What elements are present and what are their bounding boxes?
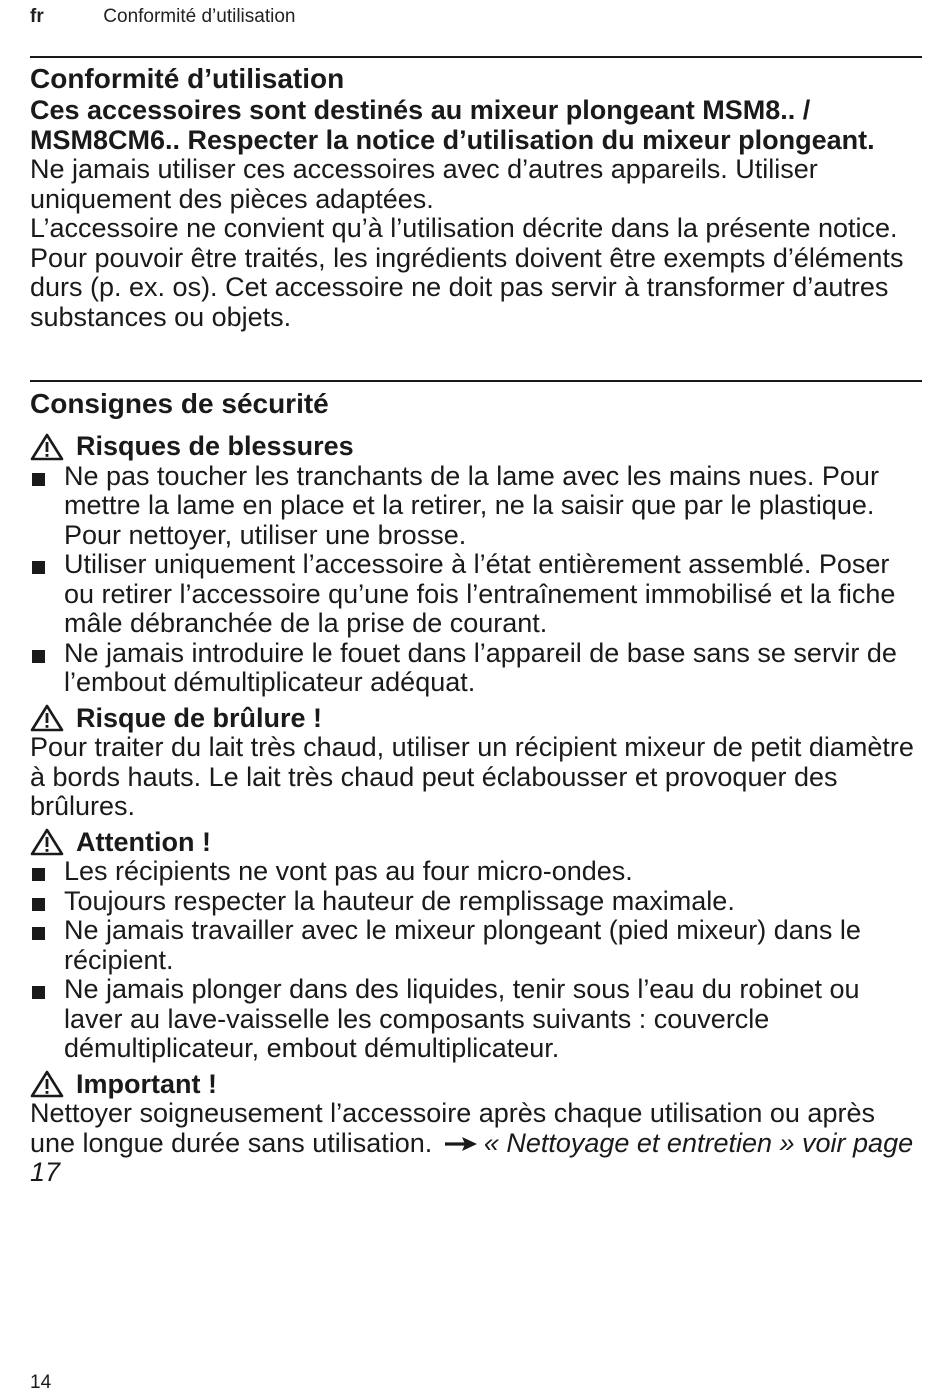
section-conformite [30,63,922,332]
running-head [30,6,295,28]
bullet-list [30,462,922,698]
warning-title: Risque de brûlure ! [76,702,323,733]
list-item: Les récipients ne vont pas au four micro-ondes. [30,857,922,887]
square-bullet-icon [32,986,45,999]
running-title: Conformité d’utilisation [103,6,296,27]
warning-heading [30,432,922,462]
paragraph [30,1099,922,1188]
section-title: Consignes de sécurité [30,388,329,419]
list-item: Ne jamais introduire le fouet dans l’appareil de base sans se servir de l’embout démultiplicateur adéquat. [30,639,922,698]
lead-paragraph: Ces accessoires sont destinés au mixeur plongeant MSM8.. / MSM8CM6.. Respecter la notice d’utilisation du mixeur plongeant. [30,95,875,155]
square-bullet-icon [32,561,45,574]
warning-icon [30,704,64,732]
bullet-list [30,857,922,1064]
warning-heading [30,1070,922,1100]
warning-title: Important ! [76,1068,217,1099]
section-securite [30,388,922,1188]
list-item: Utiliser uniquement l’accessoire à l’état entièrement assemblé. Poser ou retirer l’accessoire qu’une fois l’entraînement immobilisé et la fiche mâle débranchée de la prise de courant. [30,550,922,639]
language-code: fr [30,6,44,27]
list-item: Ne jamais travailler avec le mixeur plongeant (pied mixeur) dans le récipient. [30,916,922,975]
page-reference-link[interactable]: « Nettoyage et entretien » voir page 17 [30,1127,914,1187]
section-rule [30,380,922,382]
list-item: Ne jamais plonger dans des liquides, tenir sous l’eau du robinet ou laver au lave-vaisselle les composants suivants : couvercle démultiplicateur, embout démultiplicateur. [30,975,922,1064]
warning-title: Attention ! [76,826,211,857]
square-bullet-icon [32,650,45,663]
square-bullet-icon [32,473,45,486]
square-bullet-icon [32,868,45,881]
warning-title: Risques de blessures [76,431,354,461]
top-rule [30,56,922,58]
warning-heading [30,704,922,734]
section-title: Conformité d’utilisation [30,63,345,94]
warning-icon [30,433,64,461]
warning-icon [30,1070,64,1098]
important-text: Nettoyer soigneusement l’accessoire après chaque utilisation ou après une longue durée sans utilisation. [30,1098,875,1158]
page-number: 14 [30,1372,52,1393]
square-bullet-icon [32,898,45,911]
paragraph: Ne jamais utiliser ces accessoires avec d’autres appareils. Utiliser uniquement des pièces adaptées. [30,154,818,214]
warning-heading [30,828,922,858]
paragraph: L’accessoire ne convient qu’à l’utilisation décrite dans la présente notice. Pour pouvoir être traités, les ingrédients doivent être exempts d’éléments durs (p. ex. os). Cet accessoire ne doit pas servir à transformer d’autres substances ou objets. [30,213,904,332]
list-item: Toujours respecter la hauteur de remplissage maximale. [30,887,922,917]
warning-icon [30,828,64,856]
arrow-right-icon [444,1136,478,1152]
paragraph: Pour traiter du lait très chaud, utiliser un récipient mixeur de petit diamètre à bords hauts. Le lait très chaud peut éclabousser et provoquer des brûlures. [30,732,914,821]
list-item: Ne pas toucher les tranchants de la lame avec les mains nues. Pour mettre la lame en place et la retirer, ne la saisir que par le plastique. Pour nettoyer, utiliser une brosse. [30,462,922,551]
square-bullet-icon [32,927,45,940]
